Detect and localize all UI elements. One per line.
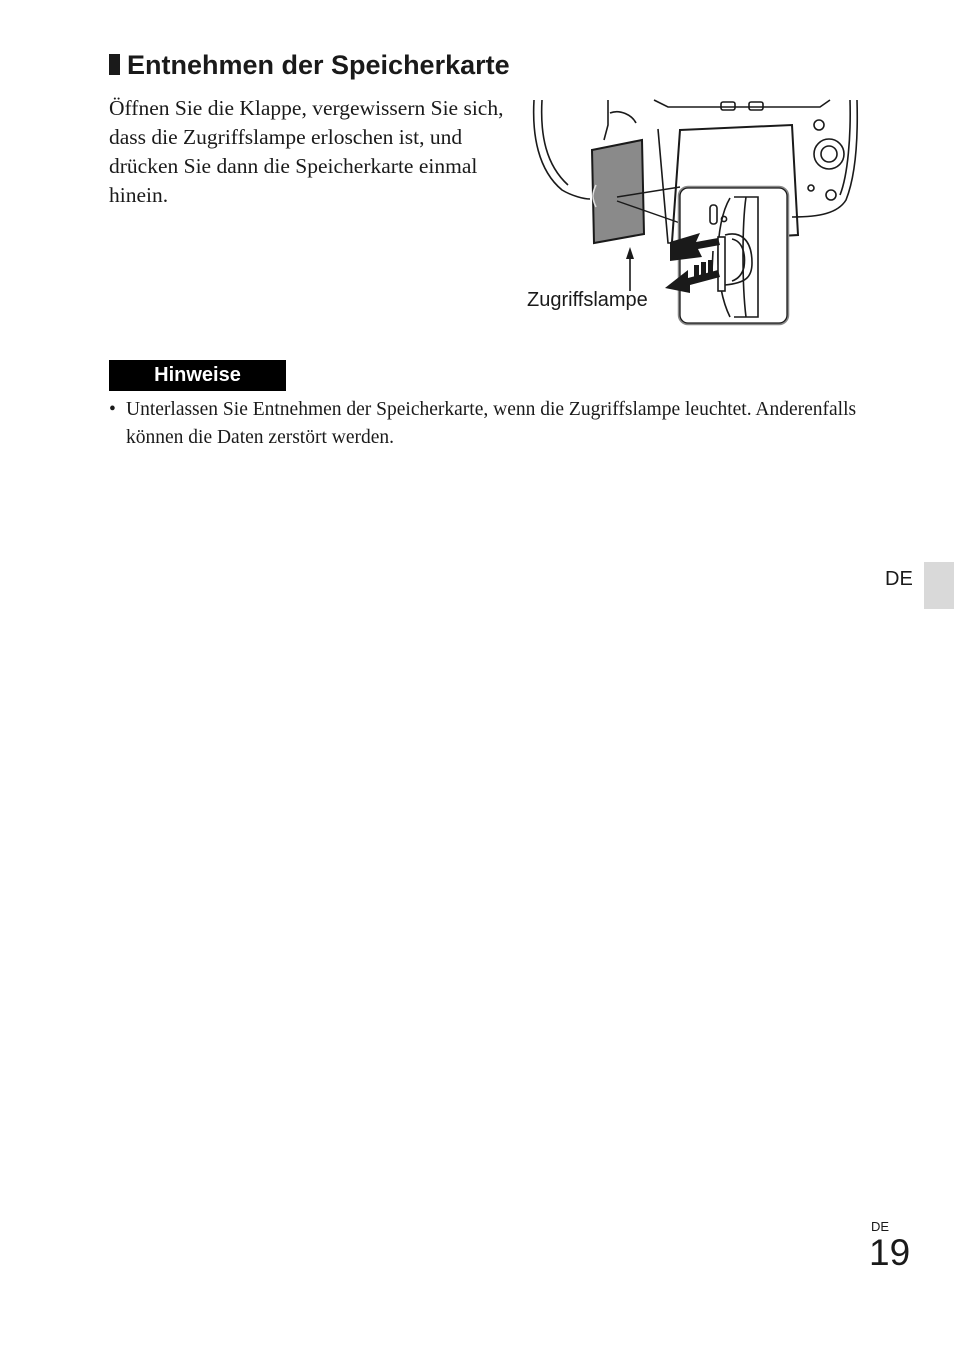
- note-text: Unterlassen Sie Entnehmen der Speicherkarte, wenn die Zugriffslampe leuchtet. Anderenfalls können die Daten zerstört werden.: [126, 399, 857, 448]
- language-tab-label: DE: [885, 568, 913, 590]
- list-item: [109, 396, 869, 452]
- notes-list: [109, 396, 869, 452]
- access-lamp-label: Zugriffslampe: [527, 289, 648, 311]
- section-marker-icon: [109, 54, 120, 75]
- bullet: •: [109, 399, 116, 420]
- section-heading: [109, 48, 510, 82]
- language-tab-marker: [924, 562, 954, 609]
- footer-language: DE: [871, 1219, 890, 1234]
- page-number: 19: [869, 1232, 911, 1273]
- card-removal-illustration: [520, 95, 865, 330]
- notes-badge: Hinweise: [109, 360, 286, 391]
- section-title: Entnehmen der Speicherkarte: [127, 50, 510, 80]
- card-door: [592, 140, 644, 243]
- intro-paragraph: Öffnen Sie die Klappe, vergewissern Sie sich, dass die Zugriffslampe erloschen ist, und drücken Sie dann die Speicherkarte einmal hinein.: [109, 96, 504, 207]
